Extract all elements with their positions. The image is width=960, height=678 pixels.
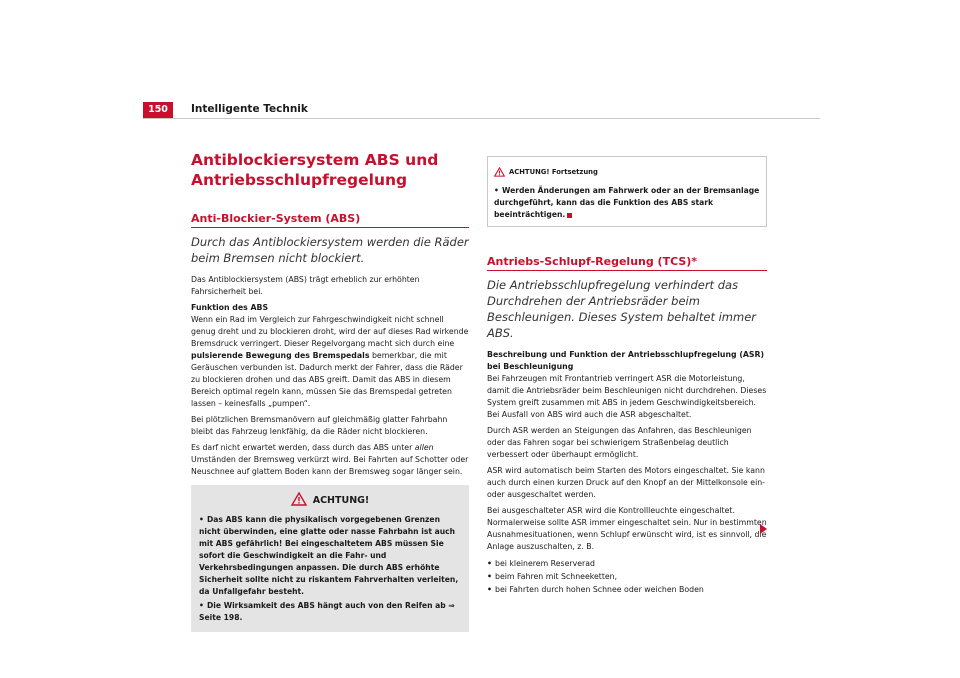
text-run: Umständen der Bremsweg verkürzt wird. Bei Fahrten auf Schotter oder Neuschnee auf glattem Boden kann der Bremsweg sogar länger sein. [191, 455, 469, 476]
text-run: bemerkbar, die mit Geräuschen verbunden ist. Dadurch merkt der Fahrer, dass die Räder zu blockieren drohen und das ABS greift. Damit das ABS in diesem Bereich optimal regeln kann, müssen Sie das Bremspedal getreten lassen – keinesfalls „pumpen“. [191, 351, 463, 408]
section-title-tcs: Antriebs-Schlupf-Regelung (TCS)* [487, 255, 767, 271]
warning-triangle-icon [494, 162, 505, 181]
text-run: Es darf nicht erwartet werden, dass durch das ABS unter [191, 443, 415, 452]
warning-text: Die Wirksamkeit des ABS hängt auch von den Reifen ab ⇒ Seite 198. [199, 601, 455, 622]
right-column [487, 156, 767, 596]
paragraph: Bei Fahrzeugen mit Frontantrieb verringert ASR die Motorleistung, damit die Antriebsräder beim Beschleunigen nicht durchdrehen. Dieses System greift zusammen mit ABS in jedem Geschwindigkeitsbereich. Bei Ausfall von ABS wird auch die ASR abgeschaltet. [487, 374, 767, 419]
bullet: • [199, 601, 204, 610]
list-item [487, 570, 767, 583]
warning-item [199, 600, 461, 624]
paragraph: Das Antiblockiersystem (ABS) trägt erheblich zur erhöhten Fahrsicherheit bei. [191, 275, 420, 296]
list-item [487, 583, 767, 596]
warning-text: Das ABS kann die physikalisch vorgegebenen Grenzen nicht überwinden, eine glatte oder nasse Fahrbahn ist auch mit ABS gefährlich! Bei eingeschaltetem ABS müssen Sie sofort die Geschwindigkeit an die Fahr- und Verkehrsbedingungen anpassen. Die durch ABS erhöhte Sicherheit sollte nicht zu riskantem Fahrverhalten verleiten, da Unfallgefahr besteht. [199, 515, 459, 596]
warning-list [199, 514, 461, 624]
warning-continued-header [494, 162, 760, 181]
list-text: bei kleinerem Reserverad [495, 559, 595, 568]
warning-text: Werden Änderungen am Fahrwerk oder an der Bremsanlage durchgeführt, kann das die Funktion des ABS stark beeinträchtigen. [494, 186, 760, 219]
arrow-next-icon [760, 524, 767, 534]
paragraph [191, 314, 469, 410]
lead-abs: Durch das Antiblockiersystem werden die Räder beim Bremsen nicht blockiert. [191, 235, 469, 265]
warning-label: ACHTUNG! [312, 495, 370, 506]
bold-run: pulsierende Bewegung des Bremspedals [191, 351, 370, 360]
paragraph: Bei ausgeschalteter ASR wird die Kontrollleuchte eingeschaltet. Normalerweise sollte ASR immer eingeschaltet sein. Nur in bestimmten Ausnahmesituationen, wenn Schlupf erwünscht wird, ist es sinnvoll, die Anlage auszuschalten, z. B. [487, 506, 767, 551]
bullet: • [487, 585, 492, 594]
header-rule [143, 118, 820, 119]
header-title: Intelligente Technik [191, 103, 308, 115]
main-title: Antiblockiersystem ABS und Antriebsschlupfregelung [191, 151, 439, 189]
page-number: 150 [143, 102, 173, 118]
bullet: • [487, 572, 492, 581]
list-text: beim Fahren mit Schneeketten, [495, 572, 618, 581]
list-item [487, 557, 767, 570]
italic-run: allen [414, 443, 434, 452]
section-title-abs: Anti-Blockier-System (ABS) [191, 212, 469, 228]
warning-triangle-icon [291, 491, 307, 510]
warning-continued-label: ACHTUNG! Fortsetzung [509, 167, 598, 176]
warning-header [199, 491, 461, 510]
bullet: • [494, 186, 499, 195]
end-mark-icon [567, 213, 572, 218]
bullet: • [199, 515, 204, 524]
paragraph: Bei plötzlichen Bremsmanövern auf gleichmäßig glatter Fahrbahn bleibt das Fahrzeug lenkfähig, da die Räder nicht blockieren. [191, 415, 448, 436]
conditions-list [487, 557, 767, 596]
list-text: bei Fahrten durch hohen Schnee oder weichen Boden [495, 585, 704, 594]
warning-continued-box [487, 156, 767, 227]
warning-box [191, 485, 469, 632]
text-run: Wenn ein Rad im Vergleich zur Fahrgeschwindigkeit nicht schnell genug dreht und zu blockieren droht, wird der auf dieses Rad wirkende Bremsdruck verringert. Dieser Regelvorgang macht sich durch eine [191, 315, 469, 348]
warning-item [199, 514, 461, 598]
bullet: • [487, 559, 492, 568]
paragraph [191, 442, 469, 478]
subheading-asr: Beschreibung und Funktion der Antriebsschlupfregelung (ASR) bei Beschleunigung [487, 350, 765, 371]
paragraph: Durch ASR werden an Steigungen das Anfahren, das Beschleunigen oder das Fahren sogar bei schwierigem Straßenbelag deutlich verbessert oder überhaupt ermöglicht. [487, 426, 752, 459]
paragraph: ASR wird automatisch beim Starten des Motors eingeschaltet. Sie kann auch durch einen kurzen Druck auf den Knopf an der Mittelkonsole ein- oder ausgeschaltet werden. [487, 466, 765, 499]
lead-tcs: Die Antriebsschlupfregelung verhindert das Durchdrehen der Antriebsräder beim Beschleunigen. Dieses System behaltet immer ABS. [487, 278, 757, 340]
warning-item [494, 185, 760, 221]
subheading-function: Funktion des ABS [191, 303, 269, 312]
left-column [191, 150, 469, 632]
warning-list [494, 185, 760, 221]
